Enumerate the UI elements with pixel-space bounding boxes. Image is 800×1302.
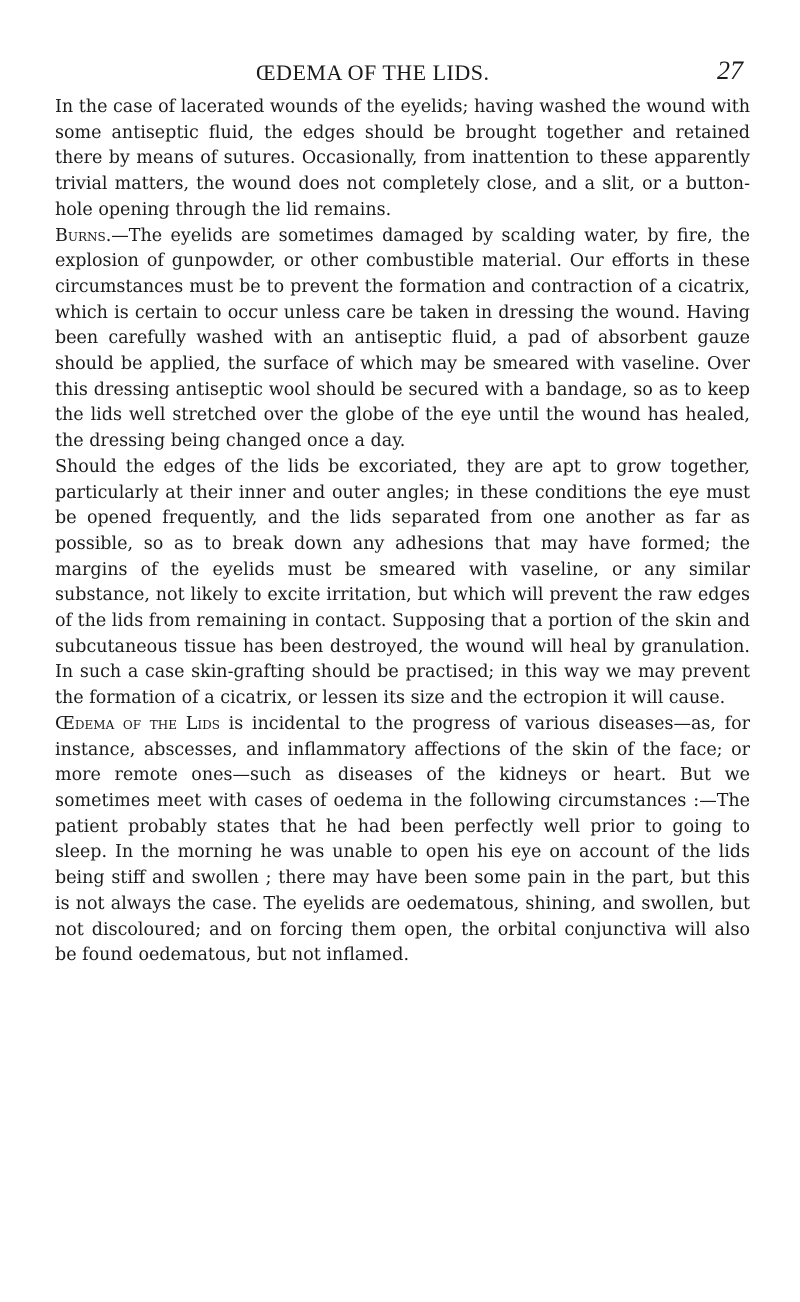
- paragraph-text: In the case of lacerated wounds of the eyelids; having washed the wound with some antiseptic fluid, the edges should be brought together and retained there by means of sutures. Occasionally, from inattention to these apparently trivial matters, the wound does not completely close, and a slit, or a button-hole opening through the lid remains.: [55, 97, 750, 220]
- paragraph-lacerated-wounds: [55, 95, 750, 224]
- paragraph-oedema: [55, 712, 750, 969]
- paragraph-text: is incidental to the progress of various diseases—as, for instance, abscesses, and inflammatory affections of the skin of the face; or more remote ones—such as diseases of the kidneys or heart. But we sometimes meet with cases of oedema in the following circumstances :—The patient probably states that he had been perfectly well prior to going to sleep. In the morning he was unable to open his eye on account of the lids being stiff and swollen ; there may have been some pain in the part, but this is not always the case. The eyelids are oedematous, shining, and swollen, but not discoloured; and on forcing them open, the orbital conjunctiva will also be found oedematous, but not inflamed.: [55, 713, 750, 966]
- running-header: [0, 56, 800, 90]
- section-lead-oedema: Œdema of the Lids: [55, 713, 220, 734]
- paragraph-burns: [55, 224, 750, 455]
- chapter-title: ŒDEMA OF THE LIDS.: [256, 60, 490, 85]
- paragraph-excoriated-edges: [55, 455, 750, 712]
- section-lead-burns: Burns.: [55, 225, 112, 246]
- paragraph-text: —The eyelids are sometimes damaged by scalding water, by fire, the explosion of gunpowder, or other combustible material. Our efforts in these circumstances must be to prevent the formation and contraction of a cicatrix, which is certain to occur unless care be taken in dressing the wound. Having been carefully washed with an antiseptic fluid, a pad of absorbent gauze should be applied, the surface of which may be smeared with vaseline. Over this dressing antiseptic wool should be secured with a bandage, so as to keep the lids well stretched over the globe of the eye until the wound has healed, the dressing being changed once a day.: [55, 225, 750, 452]
- body-text: [55, 95, 750, 969]
- paragraph-text: Should the edges of the lids be excoriated, they are apt to grow together, particularly at their inner and outer angles; in these conditions the eye must be opened frequently, and the lids separated from one another as far as possible, so as to break down any adhesions that may have formed; the margins of the eyelids must be smeared with vaseline, or any similar substance, not likely to excite irritation, but which will prevent the raw edges of the lids from remaining in contact. Supposing that a portion of the skin and subcutaneous tissue has been destroyed, the wound will heal by granulation. In such a case skin-grafting should be practised; in this way we may prevent the formation of a cicatrix, or lessen its size and the ectropion it will cause.: [55, 456, 750, 709]
- page-number: 27: [717, 56, 743, 85]
